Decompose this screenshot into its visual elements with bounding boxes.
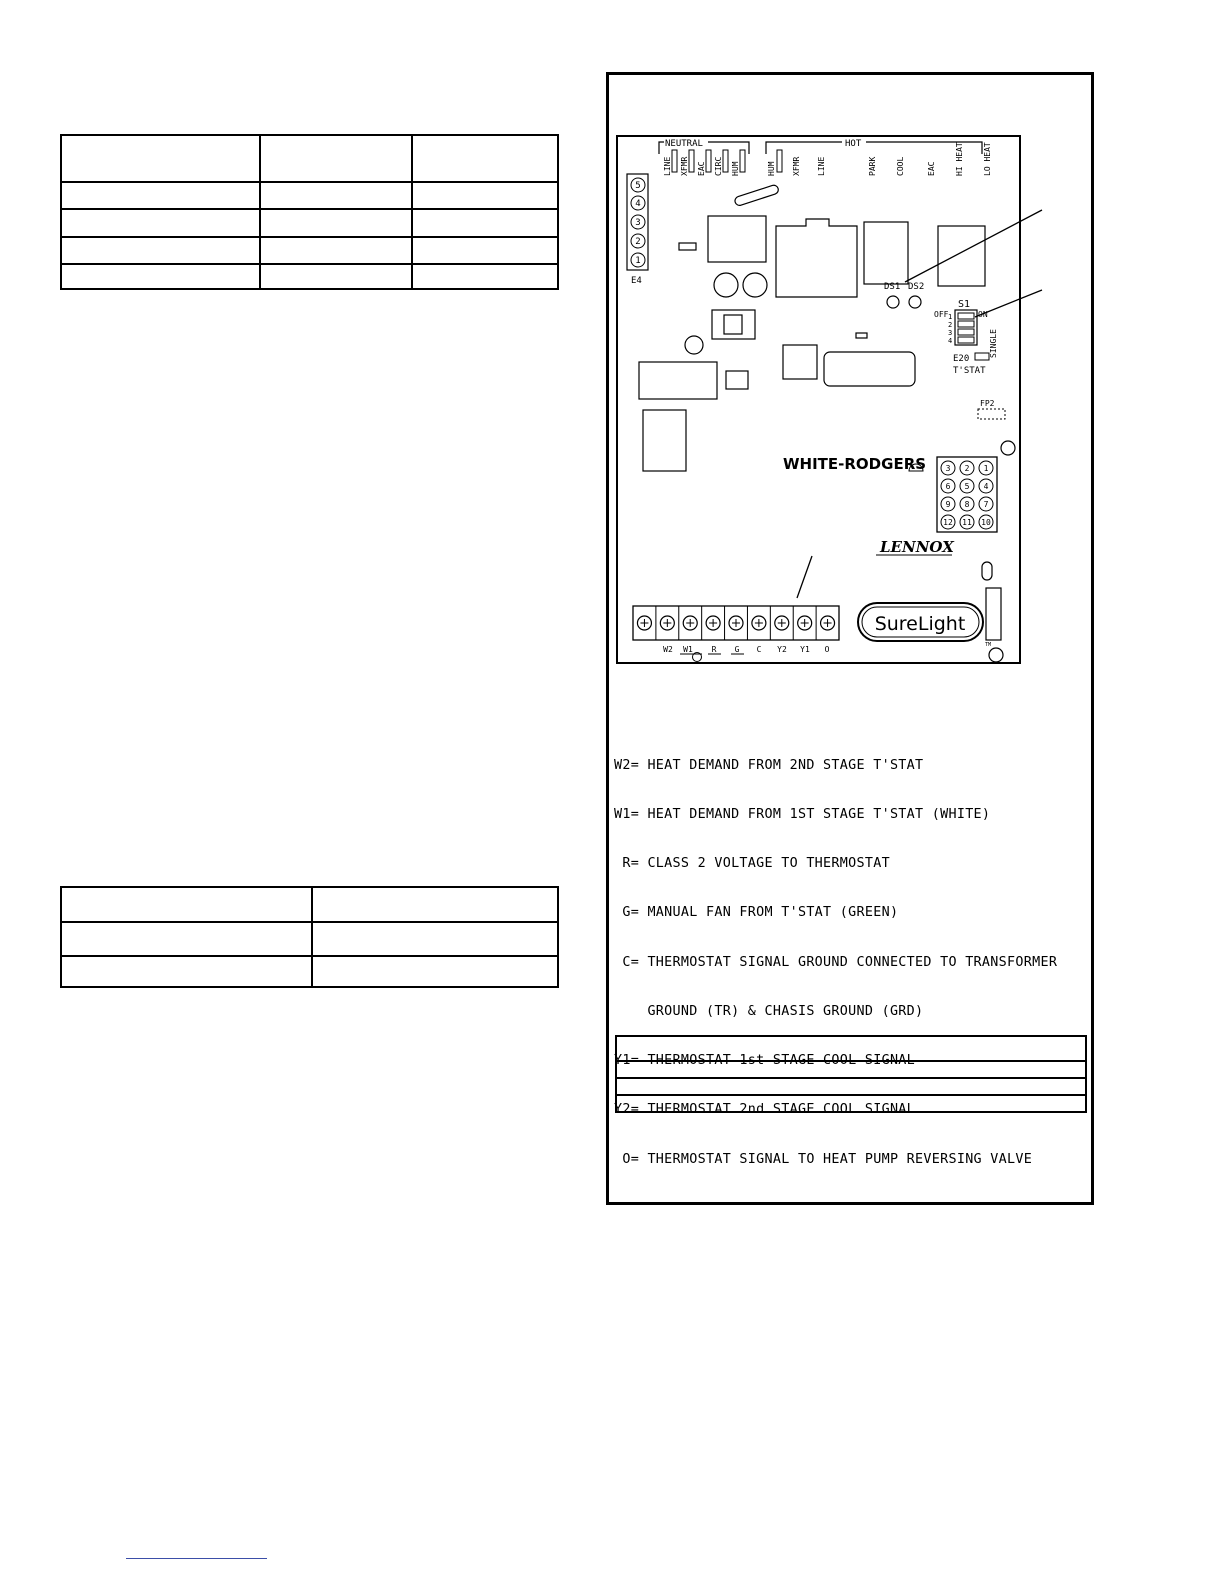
legend-line: C= THERMOSTAT SIGNAL GROUND CONNECTED TO TRANSFORMER bbox=[614, 954, 1058, 970]
e4-pin: 2 bbox=[635, 237, 641, 247]
terminal-label-o: O bbox=[824, 645, 830, 654]
neutral-terminal-hum: HUM bbox=[731, 161, 740, 176]
terminal-label-c: C bbox=[756, 645, 762, 654]
legend-line: G= MANUAL FAN FROM T'STAT (GREEN) bbox=[614, 905, 899, 921]
e4-pin: 4 bbox=[635, 199, 641, 209]
screw-slot bbox=[732, 619, 740, 627]
hot-terminal-eac: EAC bbox=[927, 161, 936, 176]
s1-switch-number: 4 bbox=[948, 337, 953, 345]
neutral-label: NEUTRAL bbox=[665, 139, 703, 149]
e4-pin: 5 bbox=[635, 181, 641, 191]
terminal-label-y2: Y2 bbox=[777, 645, 787, 654]
leader-line bbox=[905, 210, 1042, 282]
neutral-terminal-line: LINE bbox=[663, 156, 672, 176]
hot-terminal-park: PARK bbox=[868, 156, 877, 176]
ds1-label: DS1 bbox=[884, 282, 901, 292]
s1-switch-number: 2 bbox=[948, 321, 953, 329]
neutral-terminal-circ: CIRC bbox=[714, 156, 723, 176]
s1-on-label: ON bbox=[978, 310, 988, 319]
plug-pin-number: 6 bbox=[945, 482, 951, 491]
e20-label: E20 bbox=[953, 354, 970, 364]
screw-slot bbox=[709, 619, 717, 627]
lennox-logo: LENNOX bbox=[880, 538, 954, 556]
plug-pin-number: 7 bbox=[983, 500, 989, 509]
ds2-led bbox=[909, 296, 921, 308]
e20-jumper bbox=[975, 353, 989, 360]
legend-line: Y2= THERMOSTAT 2nd STAGE COOL SIGNAL bbox=[614, 1102, 916, 1118]
neutral-terminal-eac: EAC bbox=[697, 161, 706, 176]
neutral-terminal-xfmr: XFMR bbox=[680, 156, 689, 176]
terminal-label-g: G bbox=[734, 645, 740, 654]
hot-terminal-xfmr: XFMR bbox=[792, 156, 801, 176]
trademark-mark: TM bbox=[985, 642, 992, 648]
fp2-label: FP2 bbox=[980, 399, 995, 408]
e4-label: E4 bbox=[631, 276, 642, 286]
terminal-legend bbox=[614, 725, 1057, 1184]
plug-pin-number: 10 bbox=[981, 518, 991, 527]
plug-pin-number: 1 bbox=[983, 464, 989, 473]
e4-pin: 3 bbox=[635, 218, 641, 228]
plug-pin-number: 12 bbox=[943, 518, 953, 527]
screw-slot bbox=[778, 619, 786, 627]
plug-pin-number: 11 bbox=[962, 518, 972, 527]
white-rodgers-logo: WHITE-RODGERS bbox=[783, 455, 927, 473]
plug-pin-number: 4 bbox=[983, 482, 989, 491]
plug-pin-number: 8 bbox=[964, 500, 970, 509]
s1-switch-number: 1 bbox=[948, 313, 953, 321]
hot-terminal-line: LINE bbox=[817, 156, 826, 176]
single-label: SINGLE bbox=[989, 329, 998, 358]
s1-switch-number: 3 bbox=[948, 329, 953, 337]
screw-slot bbox=[640, 619, 648, 627]
plug-pin-number: 2 bbox=[964, 464, 970, 473]
e4-pin: 1 bbox=[635, 256, 641, 266]
s1-off-label: OFF bbox=[934, 310, 949, 319]
terminal-label-w2: W2 bbox=[663, 645, 673, 654]
legend-line: GROUND (TR) & CHASIS GROUND (GRD) bbox=[614, 1003, 924, 1019]
plug-pin-number: 9 bbox=[945, 500, 951, 509]
screw-slot bbox=[663, 619, 671, 627]
hot-terminal-hi-heat: HI HEAT bbox=[955, 142, 964, 176]
legend-line: W2= HEAT DEMAND FROM 2ND STAGE T'STAT bbox=[614, 757, 924, 773]
plug-pin-number: 5 bbox=[964, 482, 970, 491]
screw-slot bbox=[755, 619, 763, 627]
s1-label: S1 bbox=[958, 299, 971, 310]
screw-slot bbox=[801, 619, 809, 627]
hot-terminal-cool: COOL bbox=[896, 156, 905, 176]
fp2-fuse bbox=[978, 409, 1005, 419]
hot-terminal-hum: HUM bbox=[767, 161, 776, 176]
terminal-label-y1: Y1 bbox=[800, 645, 810, 654]
ds2-label: DS2 bbox=[908, 282, 925, 292]
legend-line: W1= HEAT DEMAND FROM 1ST STAGE T'STAT (WHITE) bbox=[614, 807, 991, 823]
screw-slot bbox=[686, 619, 694, 627]
surelight-text: SureLight bbox=[874, 613, 966, 635]
tstat-label: T'STAT bbox=[953, 366, 986, 376]
screw-slot bbox=[824, 619, 832, 627]
legend-line: O= THERMOSTAT SIGNAL TO HEAT PUMP REVERSING VALVE bbox=[614, 1151, 1033, 1167]
hot-terminal-lo-heat: LO HEAT bbox=[983, 142, 992, 176]
ds1-led bbox=[887, 296, 899, 308]
footnote-rule bbox=[126, 1558, 267, 1559]
leader-line bbox=[797, 556, 812, 598]
legend-line: Y1= THERMOSTAT 1st STAGE COOL SIGNAL bbox=[614, 1053, 916, 1069]
hot-label: HOT bbox=[845, 139, 862, 149]
legend-line: R= CLASS 2 VOLTAGE TO THERMOSTAT bbox=[614, 856, 890, 872]
plug-pin-number: 3 bbox=[945, 464, 951, 473]
terminal-label-w1: W1 bbox=[683, 645, 693, 654]
terminal-label-r: R bbox=[711, 645, 717, 654]
